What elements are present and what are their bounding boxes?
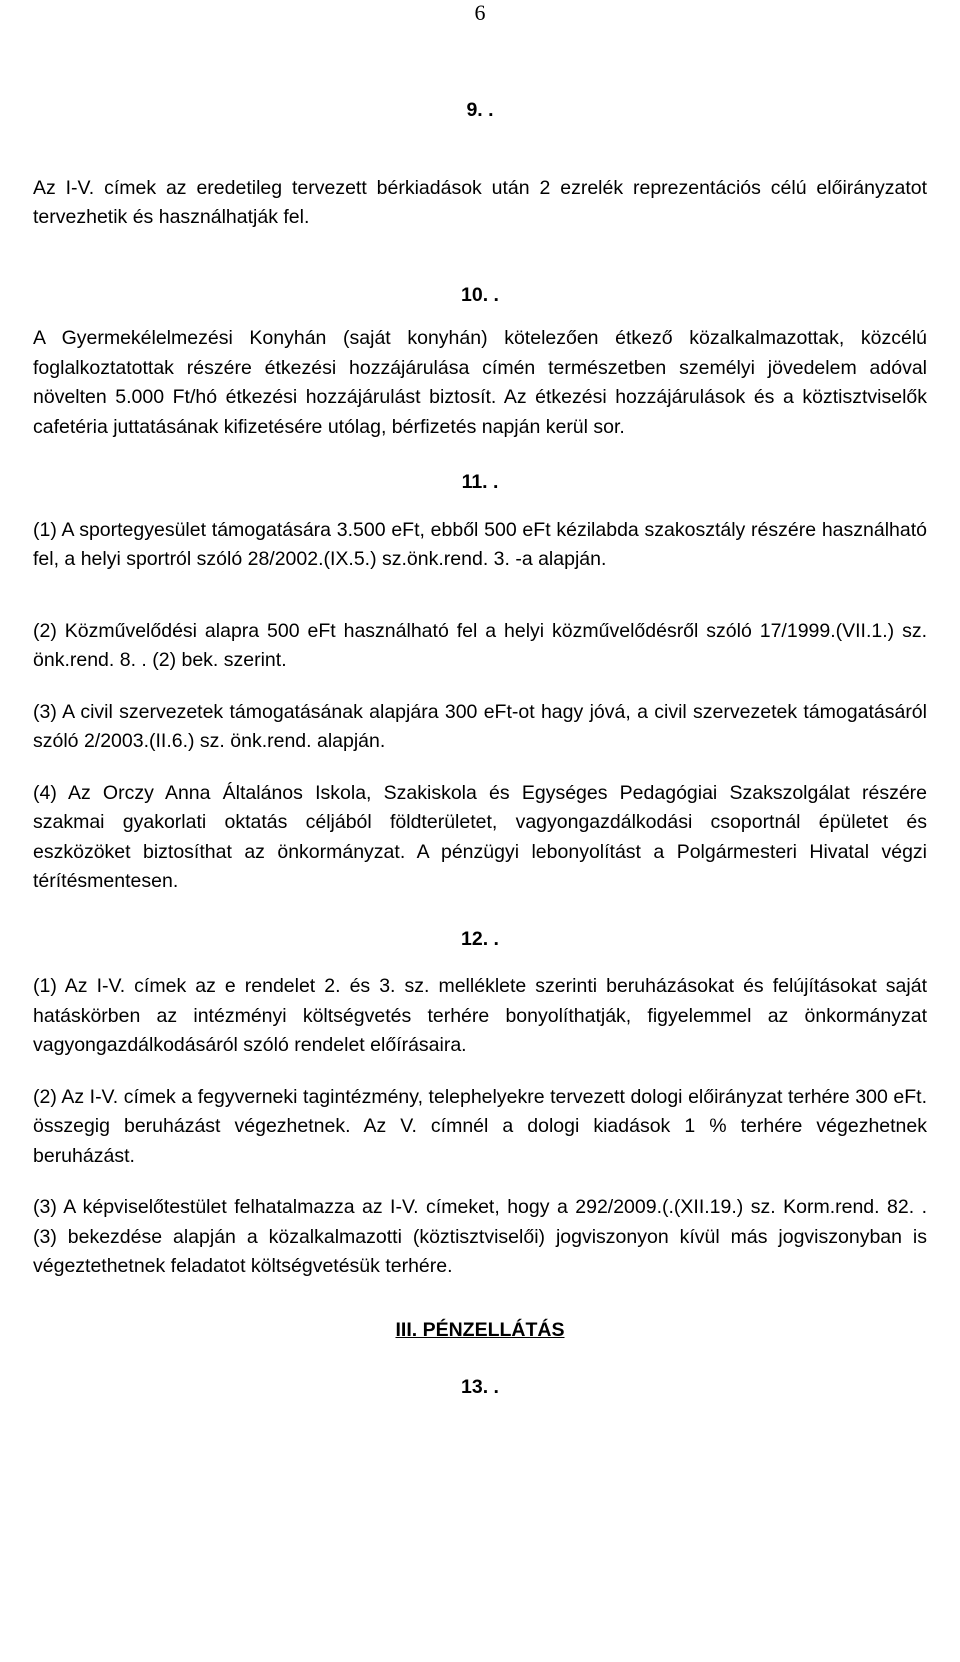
section-12-paragraph-1: (1) Az I-V. címek az e rendelet 2. és 3. sz. melléklete szerinti beruházásokat és felújításokat saját hatáskörben az intézményi költségvetés terhére bonyolíthatják, figyelemmel az önkormányzat vagyongazdálkodásáról szóló rendelet előírásaira. (33, 975, 927, 1056)
page-number: 6 (474, 0, 486, 25)
section-11-paragraph-1: (1) A sportegyesület támogatására 3.500 eFt, ebből 500 eFt kézilabda szakosztály részére használható fel, a helyi sportról szóló 28/2002.(IX.5.) sz.önk.rend. 3. -a alapján. (33, 518, 927, 570)
section-10-text: A Gyermekélelmezési Konyhán (saját konyhán) kötelezően étkező közalkalmazottak, közcélú foglalkoztatottak részére étkezési hozzájárulása címén természetben személyi jövedelem adóval növelten 5.000 Ft/hó étkezési hozzájárulást biztosít. Az étkezési hozzájárulások és a köztisztviselők cafetéria juttatásának kifizetésére utólag, bérfizetés napján kerül sor. (33, 327, 927, 438)
section-heading-13: 13. . (461, 1376, 499, 1398)
section-heading-11: 11. . (461, 471, 499, 493)
section-11-paragraph-3: (3) A civil szervezetek támogatásának alapjára 300 eFt-ot hagy jóvá, a civil szervezetek támogatásáról szóló 2/2003.(II.6.) sz. önk.rend. alapján. (33, 700, 927, 752)
chapter-title: III. PÉNZELLÁTÁS (395, 1318, 565, 1341)
section-heading-10: 10. . (461, 283, 499, 306)
section-11-paragraph-2: (2) Közművelődési alapra 500 eFt használható fel a helyi közművelődésről szóló 17/1999.(VII.1.) sz. önk.rend. 8. . (2) bek. szerint. (33, 619, 927, 671)
section-9-text: Az I-V. címek az eredetileg tervezett bérkiadások után 2 ezrelék reprezentációs célú előirányzatot tervezhetik és használhatják fel. (33, 176, 927, 228)
section-heading-9: 9. . (466, 99, 494, 121)
section-11-paragraph-4: (4) Az Orczy Anna Általános Iskola, Szakiskola és Egységes Pedagógiai Szakszolgálat részére szakmai gyakorlati oktatás céljából földterületet, vagyongazdálkodási csoportnál épületet és eszközöket biztosíthat az önkormányzat. A pénzügyi lebonyolítást a Polgármesteri Hivatal végzi térítésmentesen. (33, 781, 927, 892)
section-heading-12: 12. . (461, 927, 499, 950)
document-body (33, 96, 927, 1403)
section-12-paragraph-2: (2) Az I-V. címek a fegyverneki tagintézmény, telephelyekre tervezett dologi előirányzat terhére 300 eFt. összegig beruházást végezhetnek. Az V. címnél a dologi kiadások 1 % terhére végezhetnek beruházást. (33, 1085, 927, 1167)
section-12-paragraph-3: (3) A képviselőtestület felhatalmazza az I-V. címeket, hogy a 292/2009.(.(XII.19.) sz. Korm.rend. 82. . (3) bekezdése alapján a közalkalmazotti (köztisztviselői) jogviszonyon kívül más jogviszonyban is végeztethetnek feladatot költségvetésük terhére. (33, 1196, 927, 1277)
